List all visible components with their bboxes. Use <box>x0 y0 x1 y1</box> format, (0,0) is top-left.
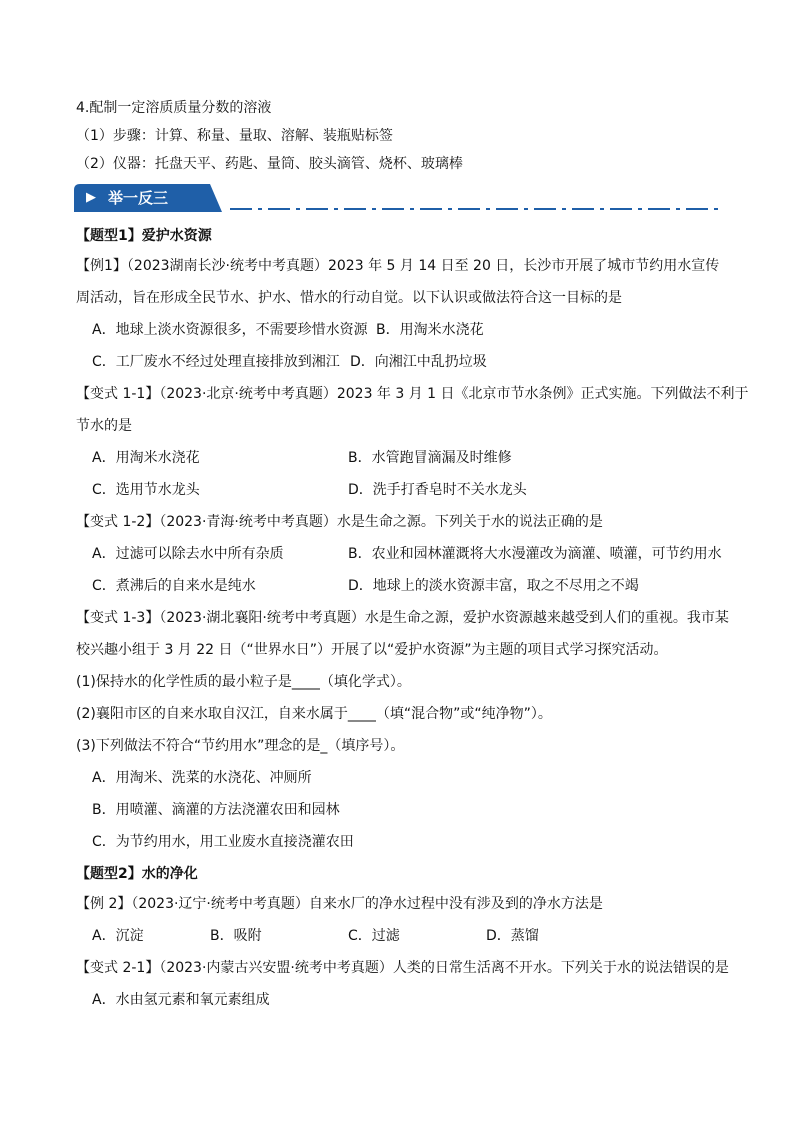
v11-line1: 【变式 1-1】（2023·北京·统考中考真题）2023 年 3 月 1 日《北京市节水条例》正式实施。下列做法不利于 <box>76 386 749 402</box>
ex1-option-b: B．用淘米水浇花 <box>376 322 484 338</box>
v11-option-a: A．用淘米水浇花 <box>92 450 200 466</box>
v12-option-d: D．地球上的淡水资源丰富，取之不尽用之不竭 <box>348 578 639 594</box>
v13-option-c: C．为节约用水，用工业废水直接浇灌农田 <box>92 834 354 850</box>
instruments-line: （2）仪器：托盘天平、药匙、量筒、胶头滴管、烧杯、玻璃棒 <box>76 156 463 172</box>
ex1-option-a: A．地球上淡水资源很多，不需要珍惜水资源 <box>92 322 368 338</box>
ex1-option-c: C．工厂废水不经过处理直接排放到湘江 <box>92 354 340 370</box>
v12-line1: 【变式 1-2】（2023·青海·统考中考真题）水是生命之源。下列关于水的说法正确的是 <box>76 514 603 530</box>
type2-title: 【题型2】水的净化 <box>76 866 198 882</box>
steps-line: （1）步骤：计算、称量、量取、溶解、装瓶贴标签 <box>76 128 393 144</box>
type1-title: 【题型1】爱护水资源 <box>76 228 212 244</box>
v13-question-2: (2)襄阳市区的自来水取自汉江，自来水属于____（填“混合物”或“纯净物”）。 <box>76 706 552 722</box>
dash-divider <box>230 206 720 212</box>
play-icon: ▶ <box>86 190 96 205</box>
v12-option-c: C．煮沸后的自来水是纯水 <box>92 578 256 594</box>
section-heading: 4.配制一定溶质质量分数的溶液 <box>76 100 272 116</box>
ex2-line1: 【例 2】（2023·辽宁·统考中考真题）自来水厂的净水过程中没有涉及到的净水方法是 <box>76 896 603 912</box>
ex1-line1: 【例1】（2023湖南长沙·统考中考真题）2023 年 5 月 14 日至 20 日，长沙市开展了城市节约用水宣传 <box>76 258 720 274</box>
v11-option-c: C．选用节水龙头 <box>92 482 200 498</box>
v13-question-3: (3)下列做法不符合“节约用水”理念的是_（填序号）。 <box>76 738 405 754</box>
v21-line1: 【变式 2-1】（2023·内蒙古兴安盟·统考中考真题）人类的日常生活离不开水。下列关于水的说法错误的是 <box>76 960 729 976</box>
ex2-option-b: B．吸附 <box>210 928 262 944</box>
ex2-option-c: C．过滤 <box>348 928 400 944</box>
v13-option-b: B．用喷灌、滴灌的方法浇灌农田和园林 <box>92 802 340 818</box>
v13-question-1: (1)保持水的化学性质的最小粒子是____（填化学式）。 <box>76 674 411 690</box>
v21-option-a: A．水由氢元素和氧元素组成 <box>92 992 270 1008</box>
v11-option-b: B．水管跑冒滴漏及时维修 <box>348 450 512 466</box>
ex1-line2: 周活动，旨在形成全民节水、护水、惜水的行动自觉。以下认识或做法符合这一目标的是 <box>76 290 622 306</box>
ex1-option-d: D．向湘江中乱扔垃圾 <box>350 354 487 370</box>
v12-option-a: A．过滤可以除去水中所有杂质 <box>92 546 284 562</box>
v13-line1: 【变式 1-3】（2023·湖北襄阳·统考中考真题）水是生命之源，爱护水资源越来越受到人们的重视。我市某 <box>76 610 729 626</box>
v12-option-b: B．农业和园林灌溉将大水漫灌改为滴灌、喷灌，可节约用水 <box>348 546 722 562</box>
banner <box>74 184 222 212</box>
banner-label: 举一反三 <box>108 189 169 207</box>
v13-option-a: A．用淘米、洗菜的水浇花、冲厕所 <box>92 770 312 786</box>
v11-option-d: D．洗手打香皂时不关水龙头 <box>348 482 527 498</box>
v13-line2: 校兴趣小组于 3 月 22 日（“世界水日”）开展了以“爱护水资源”为主题的项目式学习探究活动。 <box>76 642 668 658</box>
ex2-option-a: A．沉淀 <box>92 928 144 944</box>
ex2-option-d: D．蒸馏 <box>486 928 539 944</box>
v11-line2: 节水的是 <box>76 418 132 434</box>
